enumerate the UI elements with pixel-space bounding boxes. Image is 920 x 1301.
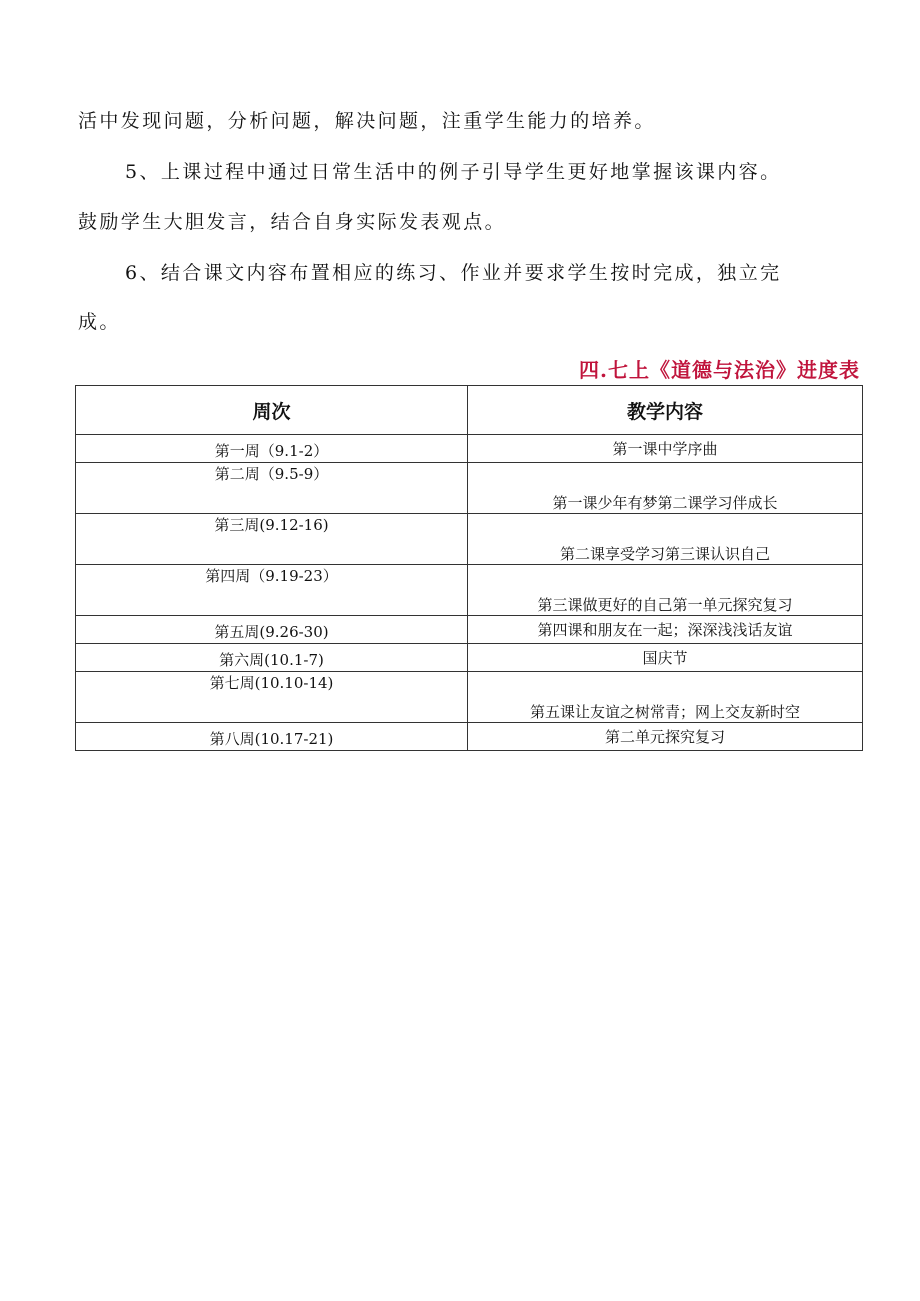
week-cell: 第二周（9.5-9） bbox=[76, 463, 468, 514]
week-cell: 第七周(10.10-14) bbox=[76, 672, 468, 723]
table-row bbox=[76, 644, 863, 672]
table-row bbox=[76, 672, 863, 723]
table-row bbox=[76, 723, 863, 751]
content-cell: 第四课和朋友在一起；深深浅浅话友谊 bbox=[468, 616, 863, 644]
content-cell: 第一课少年有梦第二课学习伴成长 bbox=[468, 463, 863, 514]
header-week: 周次 bbox=[76, 386, 468, 435]
table-header-row bbox=[76, 386, 863, 435]
content-cell: 第一课中学序曲 bbox=[468, 435, 863, 463]
paragraph-item-6: 6、结合课文内容布置相应的练习、作业并要求学生按时完成，独立完 bbox=[125, 262, 782, 284]
content-cell: 第二课享受学习第三课认识自己 bbox=[468, 514, 863, 565]
table-row bbox=[76, 616, 863, 644]
week-cell: 第三周(9.12-16) bbox=[76, 514, 468, 565]
week-cell: 第四周（9.19-23） bbox=[76, 565, 468, 616]
week-cell: 第六周(10.1-7) bbox=[76, 644, 468, 672]
paragraph-item-5: 5、上课过程中通过日常生活中的例子引导学生更好地掌握该课内容。 bbox=[125, 161, 782, 183]
content-cell: 第五课让友谊之树常青；网上交友新时空 bbox=[468, 672, 863, 723]
header-content: 教学内容 bbox=[468, 386, 863, 435]
content-cell: 国庆节 bbox=[468, 644, 863, 672]
paragraph-line-3: 鼓励学生大胆发言，结合自身实际发表观点。 bbox=[78, 211, 507, 233]
paragraph-line-1: 活中发现问题，分析问题，解决问题，注重学生能力的培养。 bbox=[78, 110, 656, 132]
content-cell: 第三课做更好的自己第一单元探究复习 bbox=[468, 565, 863, 616]
content-cell: 第二单元探究复习 bbox=[468, 723, 863, 751]
section-title: 四.七上《道德与法治》进度表 bbox=[579, 358, 860, 382]
table-row bbox=[76, 565, 863, 616]
table-row bbox=[76, 514, 863, 565]
schedule-table bbox=[75, 385, 863, 751]
table-row bbox=[76, 463, 863, 514]
week-cell: 第八周(10.17-21) bbox=[76, 723, 468, 751]
paragraph-line-5: 成。 bbox=[78, 311, 121, 333]
week-cell: 第五周(9.26-30) bbox=[76, 616, 468, 644]
week-cell: 第一周（9.1-2） bbox=[76, 435, 468, 463]
table-row bbox=[76, 435, 863, 463]
